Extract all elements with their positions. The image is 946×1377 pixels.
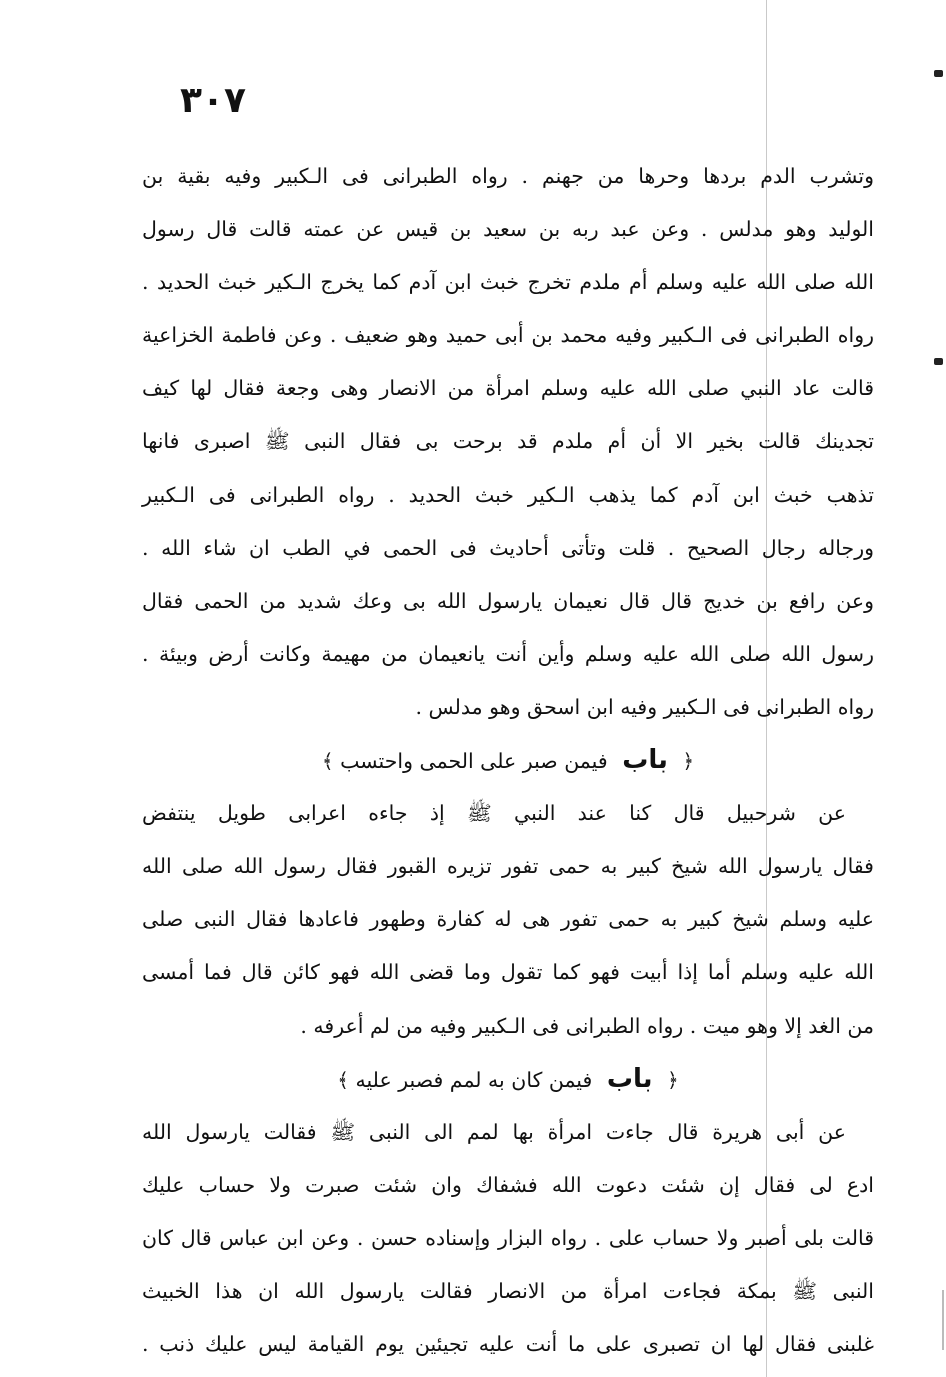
heading-open-bracket: ﴿ bbox=[667, 1067, 679, 1092]
text-line: رسول الله صلى الله عليه وسلم وأين أنت يانعيمان من مهيمة وكانت أرض وبيئة . bbox=[142, 641, 874, 666]
heading-open-bracket: ﴿ bbox=[682, 749, 695, 774]
text-line: ادع لى فقال إن شئت دعوت الله فشفاك وان شئت صبرت ولا حساب عليك bbox=[142, 1172, 874, 1197]
text-line: قالت عاد النبي صلى الله عليه وسلم امرأة من الانصار وهى وجعة فقال لها كيف bbox=[142, 376, 874, 401]
text-line: رواه الطبرانى فى الـكبير وفيه محمد بن أبى حميد وهو ضعيف . وعن فاطمة الخزاعية bbox=[142, 323, 874, 348]
heading-close-bracket: ﴾ bbox=[321, 749, 334, 774]
text-line: النبى ﷺ بمكة فجاءت امرأة من الانصار فقالت يارسول الله ان هذا الخبيث bbox=[142, 1278, 874, 1303]
text-line: وتشرب الدم بردها وحرها من جهنم . رواه الطبرانى فى الـكبير وفيه بقية بن bbox=[142, 164, 874, 188]
edge-mark bbox=[934, 358, 943, 365]
heading-close-bracket: ﴾ bbox=[337, 1067, 349, 1092]
text-line: الله عليه وسلم أما إذا أبيت فهو كما تقول وما قضى الله فهو كائن قال فما أمسى bbox=[142, 960, 874, 985]
text-line: ورجاله رجال الصحيح . قلت وتأتى أحاديث فى الحمى في الطب ان شاء الله . bbox=[142, 535, 874, 560]
edge-line bbox=[942, 1290, 944, 1350]
page-number: ٣٠٧ bbox=[180, 80, 246, 121]
heading-bab-word: باب bbox=[606, 1063, 653, 1094]
heading-bab-word: باب bbox=[622, 745, 668, 776]
heading-title: فيمن صبر على الحمى واحتسب bbox=[340, 749, 608, 774]
main-text bbox=[142, 150, 874, 1371]
text-line: الله صلى الله عليه وسلم أم ملدم تخرج خبث ابن آدم كما يخرج الـكير خبث الحديد . bbox=[142, 270, 874, 295]
text-line: عن أبى هريرة قال جاءت امرأة بها لمم الى النبى ﷺ فقالت يارسول الله bbox=[142, 1119, 846, 1144]
heading-title: فيمن كان به لمم فصبر عليه bbox=[355, 1067, 593, 1092]
chapter-heading-patience-fever bbox=[142, 734, 874, 787]
text-line: الوليد وهو مدلس . وعن عبد ربه بن سعيد بن قيس عن عمته قالت قال رسول bbox=[142, 217, 874, 242]
chapter-heading-lamam bbox=[142, 1053, 874, 1106]
text-line: تذهب خبث ابن آدم كما يذهب الـكير خبث الحديد . رواه الطبرانى فى الـكبير bbox=[142, 482, 874, 507]
text-line: فقال يارسول الله شيخ كبير به حمى تفور تزيره القبور فقال رسول الله صلى الله bbox=[142, 854, 874, 879]
text-line: قالت بلى أصبر ولا حساب على . رواه البزار وإسناده حسن . وعن ابن عباس قال كان bbox=[142, 1225, 874, 1250]
text-line: من الغد إلا وهو ميت . رواه الطبرانى فى الـكبير وفيه من لم أعرفه . bbox=[300, 1013, 874, 1038]
edge-mark bbox=[934, 70, 943, 77]
text-line: عليه وسلم شيخ كبير به حمى تفور هى له كفارة وطهور فاعادها فقال النبى صلى bbox=[142, 907, 874, 932]
text-line: تجدينك قالت بخير الا أن أم ملدم قد برحت بى فقال النبى ﷺ اصبرى فانها bbox=[142, 429, 874, 454]
text-line: عن شرحبيل قال كنا عند النبي ﷺ إذ جاءه اعرابى طويل ينتفض bbox=[142, 801, 846, 826]
text-line: رواه الطبرانى فى الـكبير وفيه ابن اسحق وهو مدلس . bbox=[415, 694, 874, 719]
text-line: وعن رافع بن خديج قال قال نعيمان يارسول الله بى وعك شديد من الحمى فقال bbox=[142, 588, 874, 613]
text-line: غلبنى فقال لها ان تصبرى على ما أنت عليه تجيئين يوم القيامة ليس عليك ذنب . bbox=[142, 1332, 874, 1357]
